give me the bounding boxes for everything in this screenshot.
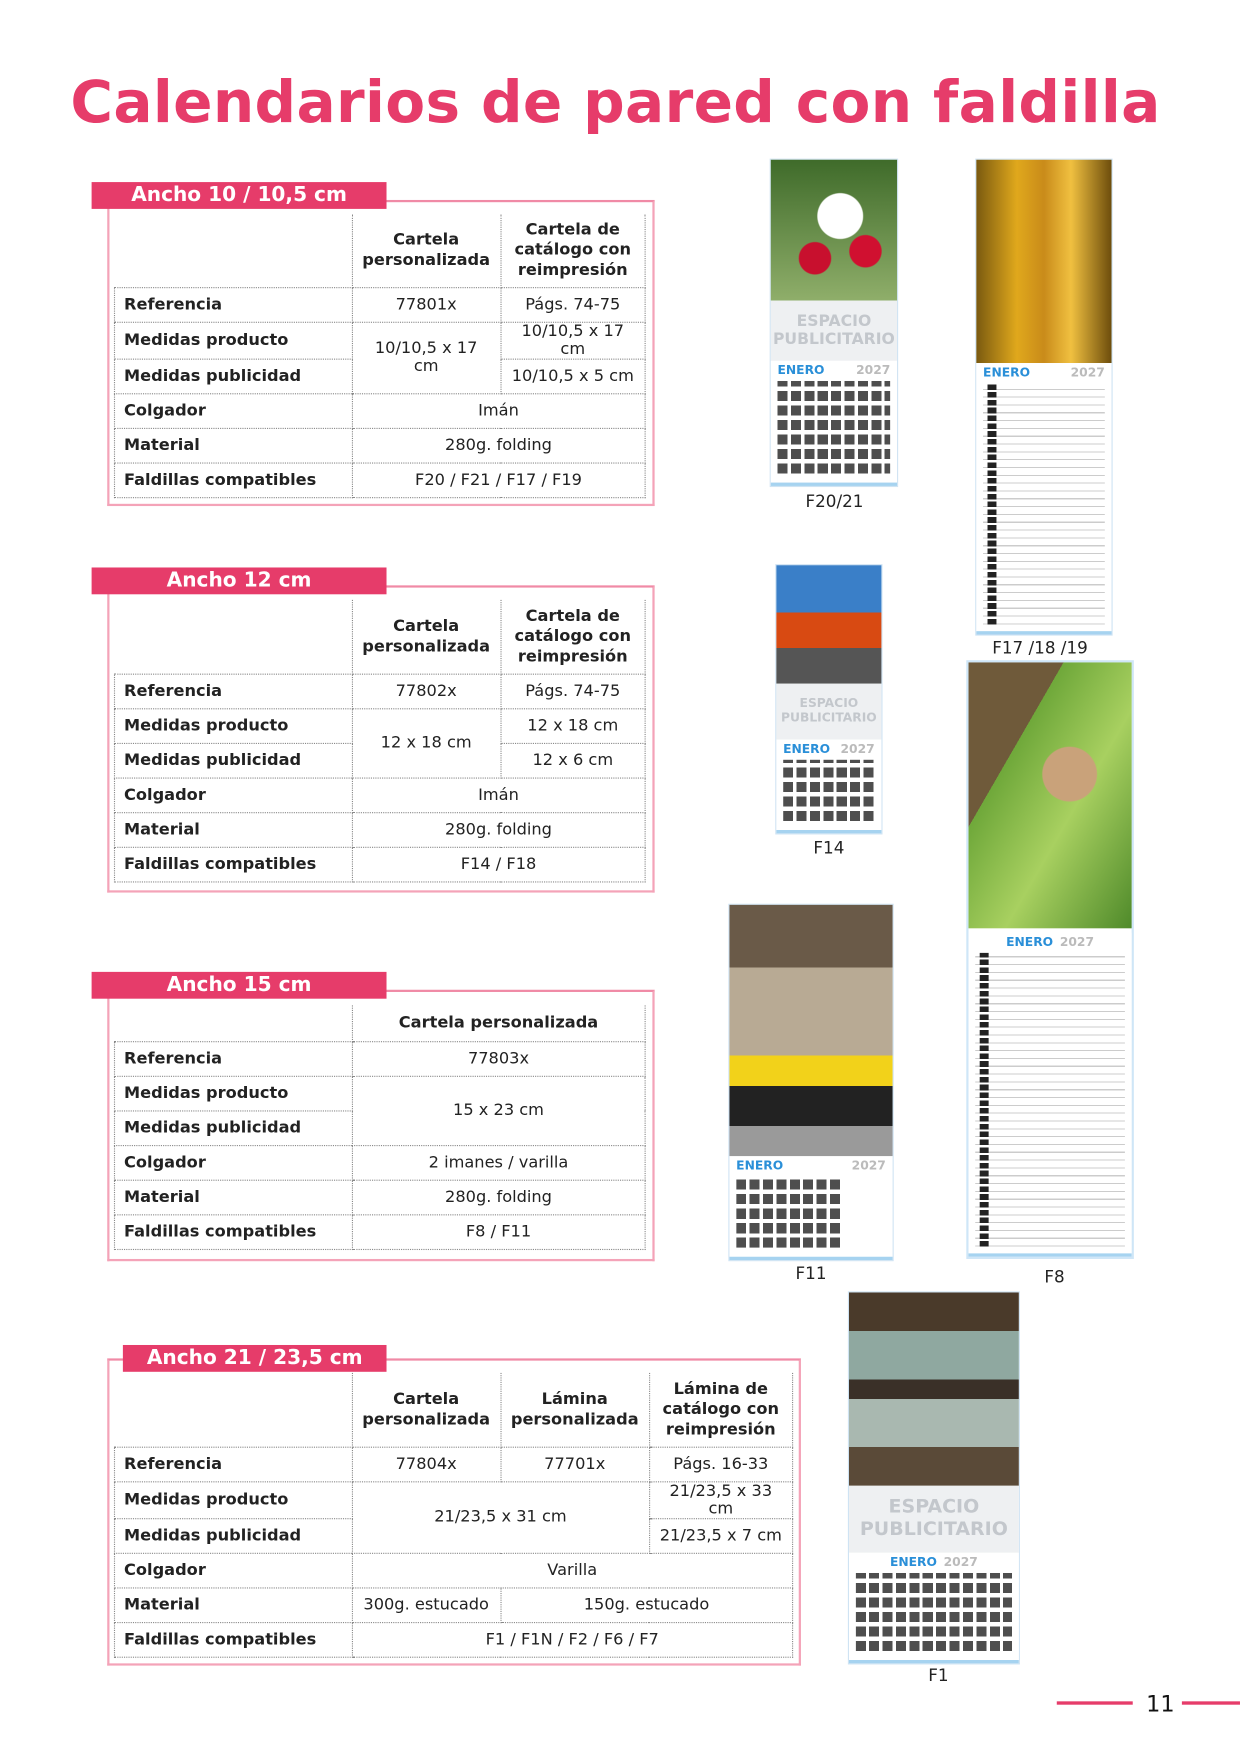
kitten-photo — [969, 662, 1132, 928]
col-header: Cartela personalizada — [352, 1373, 501, 1447]
cell: 12 x 6 cm — [500, 743, 645, 778]
day-numbers — [736, 1176, 843, 1247]
calendar-f17 — [976, 160, 1111, 635]
section-tab-21cm: Ancho 21 / 23,5 cm — [123, 1345, 387, 1372]
month-list — [969, 933, 1132, 1257]
cell: 150g. estucado — [500, 1587, 792, 1622]
col-header: Lámina personalizada — [500, 1373, 649, 1447]
row-label: Material — [115, 812, 352, 847]
cell: F1 / F1N / F2 / F6 / F7 — [352, 1622, 793, 1657]
caption-f17: F17 /18 /19 — [992, 637, 1088, 658]
cell: F20 / F21 / F17 / F19 — [352, 462, 645, 497]
row-label: Colgador — [115, 778, 352, 813]
cell: Imán — [352, 778, 645, 813]
cell: 77801x — [352, 287, 501, 322]
section-tab-10cm: Ancho 10 / 10,5 cm — [92, 182, 387, 209]
spec-table-10cm — [114, 214, 646, 497]
row-label: Colgador — [115, 393, 352, 428]
cell: 280g. folding — [352, 1180, 645, 1215]
cell: 280g. folding — [352, 812, 645, 847]
spec-table-21cm — [114, 1373, 793, 1657]
cell: 2 imanes / varilla — [352, 1145, 645, 1180]
cell: Págs. 16-33 — [649, 1447, 793, 1482]
cell: Imán — [352, 393, 645, 428]
row-label: Faldillas compatibles — [115, 847, 352, 882]
col-header: Cartela personalizada — [352, 600, 501, 674]
month-label: ENERO — [777, 363, 825, 378]
cell: F14 / F18 — [352, 847, 645, 882]
day-list — [975, 953, 1125, 1247]
col-header: Cartela personalizada — [352, 214, 501, 287]
row-label: Referencia — [115, 1447, 352, 1482]
cell: Págs. 74-75 — [500, 287, 645, 322]
month-grid — [849, 1553, 1019, 1664]
col-header: Lámina de catálogo con reimpresión — [649, 1373, 793, 1447]
month-grid — [729, 1156, 892, 1260]
month-label: ENERO — [889, 1555, 937, 1570]
cell: 300g. estucado — [352, 1587, 501, 1622]
cell: 10/10,5 x 17 cm — [352, 322, 501, 393]
month-list — [976, 363, 1111, 634]
caption-f14: F14 — [813, 837, 845, 858]
page-number-rule-right — [1182, 1701, 1240, 1704]
col-header: Cartela de catálogo con reimpresión — [500, 600, 645, 674]
row-label: Material — [115, 1180, 352, 1215]
row-label: Faldillas compatibles — [115, 1622, 352, 1657]
cell: 21/23,5 x 33 cm — [649, 1481, 793, 1518]
day-numbers — [856, 1573, 1012, 1651]
month-label: ENERO — [1006, 935, 1054, 950]
col-header: Cartela personalizada — [352, 1005, 645, 1041]
month-label: ENERO — [783, 741, 831, 757]
caption-f1: F1 — [928, 1665, 949, 1686]
row-label: Medidas publicidad — [115, 359, 352, 394]
motorcycle-photo — [729, 905, 892, 1156]
cell: Varilla — [352, 1553, 793, 1588]
pharmacy-photo — [849, 1292, 1019, 1485]
section-tab-12cm: Ancho 12 cm — [92, 567, 387, 594]
page-number: 11 — [1146, 1690, 1175, 1717]
spec-table-12cm — [114, 600, 646, 882]
year-label: 2027 — [1070, 365, 1105, 380]
row-label: Medidas producto — [115, 708, 352, 743]
row-label: Referencia — [115, 1041, 352, 1076]
row-label: Medidas producto — [115, 322, 352, 359]
advertising-space: ESPACIO PUBLICITARIO — [849, 1486, 1019, 1553]
spec-table-15cm — [114, 1005, 646, 1249]
advertising-space: ESPACIO PUBLICITARIO — [771, 300, 897, 360]
year-label: 2027 — [851, 1158, 886, 1173]
caption-f11: F11 — [795, 1263, 827, 1284]
cell: 12 x 18 cm — [500, 708, 645, 743]
cell: 12 x 18 cm — [352, 708, 501, 777]
page-number-rule-left — [1057, 1701, 1133, 1704]
day-numbers — [778, 381, 891, 474]
row-label: Referencia — [115, 287, 352, 322]
caption-f8: F8 — [1044, 1266, 1065, 1287]
row-label: Colgador — [115, 1553, 352, 1588]
page-title: Calendarios de pared con faldilla — [70, 69, 1161, 137]
cell: F8 / F11 — [352, 1214, 645, 1249]
row-label: Material — [115, 1587, 352, 1622]
year-label: 2027 — [1059, 935, 1095, 950]
day-list — [983, 383, 1105, 624]
year-label: 2027 — [840, 741, 875, 757]
col-header: Cartela de catálogo con reimpresión — [500, 214, 645, 287]
section-tab-15cm: Ancho 15 cm — [92, 972, 387, 999]
year-label: 2027 — [943, 1555, 978, 1570]
row-label: Medidas publicidad — [115, 743, 352, 778]
month-grid — [776, 740, 881, 834]
cell: 77802x — [352, 674, 501, 709]
row-label: Referencia — [115, 674, 352, 709]
cell: 77804x — [352, 1447, 501, 1482]
flowers-photo — [771, 160, 897, 301]
cell: 10/10,5 x 5 cm — [500, 359, 645, 394]
cell: 77701x — [500, 1447, 649, 1482]
year-label: 2027 — [856, 363, 891, 378]
row-label: Medidas publicidad — [115, 1110, 352, 1145]
month-grid — [771, 361, 897, 486]
cell: 10/10,5 x 17 cm — [500, 322, 645, 359]
cell: 77803x — [352, 1041, 645, 1076]
truck-photo — [776, 565, 881, 683]
cell: 280g. folding — [352, 428, 645, 463]
calendar-f1 — [849, 1292, 1019, 1663]
calendar-f11 — [729, 905, 892, 1260]
row-label: Medidas producto — [115, 1481, 352, 1518]
row-label: Material — [115, 428, 352, 463]
cell: 21/23,5 x 31 cm — [352, 1481, 649, 1552]
cell: 15 x 23 cm — [352, 1076, 645, 1145]
day-numbers — [783, 760, 875, 821]
row-label: Faldillas compatibles — [115, 1214, 352, 1249]
cell: Págs. 74-75 — [500, 674, 645, 709]
calendar-f14 — [776, 565, 881, 833]
cell: 21/23,5 x 7 cm — [649, 1518, 793, 1553]
advertising-space: ESPACIO PUBLICITARIO — [776, 684, 881, 740]
calendar-f20 — [771, 160, 897, 486]
calendar-f8 — [969, 662, 1132, 1256]
row-label: Colgador — [115, 1145, 352, 1180]
row-label: Medidas producto — [115, 1076, 352, 1111]
month-label: ENERO — [983, 365, 1031, 380]
caption-f20: F20/21 — [805, 491, 864, 512]
month-label: ENERO — [736, 1158, 784, 1173]
row-label: Faldillas compatibles — [115, 462, 352, 497]
autumn-path-photo — [976, 160, 1111, 363]
row-label: Medidas publicidad — [115, 1518, 352, 1553]
